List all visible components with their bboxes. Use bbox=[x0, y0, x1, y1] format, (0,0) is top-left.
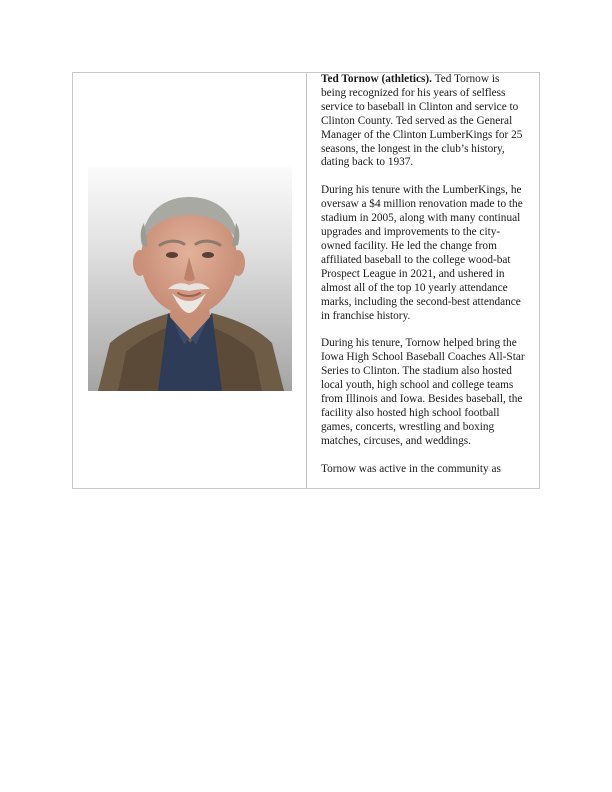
bio-paragraph-1 bbox=[321, 73, 525, 170]
bio-paragraph-2: During his tenure with the LumberKings, he oversaw a $4 million renovation made to the stadium in 2005, along with many continual upgrades and improvements to the city-owned facility. He led the change from affiliated baseball to the college wood-bat Prospect League in 2021, and ushered in almost all of the top 10 yearly attendance marks, including the second-best attendance in franchise history. bbox=[321, 184, 523, 322]
bio-text-cell bbox=[307, 73, 539, 488]
portrait-drawing bbox=[88, 167, 292, 391]
bio-paragraph-1-text: Ted Tornow is being recognized for his years of selfless service to baseball in Clinton and service to Clinton County. Ted served as the General Manager of the Clinton LumberKings for 25 seasons, the longest in the club’s history, dating back to 1937. bbox=[321, 73, 523, 169]
photo-cell bbox=[73, 73, 307, 488]
portrait-photo bbox=[88, 167, 292, 391]
bio-paragraph-4: Tornow was active in the community as bbox=[321, 462, 501, 475]
bio-paragraph-3: During his tenure, Tornow helped bring the Iowa High School Baseball Coaches All-Star Series to Clinton. The stadium also hosted local youth, high school and college teams from Illinois and Iowa. Besides baseball, the facility also hosted high school football games, concerts, wrestling and boxing matches, circuses, and weddings. bbox=[321, 337, 525, 447]
eye-left bbox=[166, 252, 178, 258]
bio-table bbox=[72, 72, 540, 489]
eye-right bbox=[202, 252, 214, 258]
honoree-name: Ted Tornow (athletics). bbox=[321, 73, 432, 85]
